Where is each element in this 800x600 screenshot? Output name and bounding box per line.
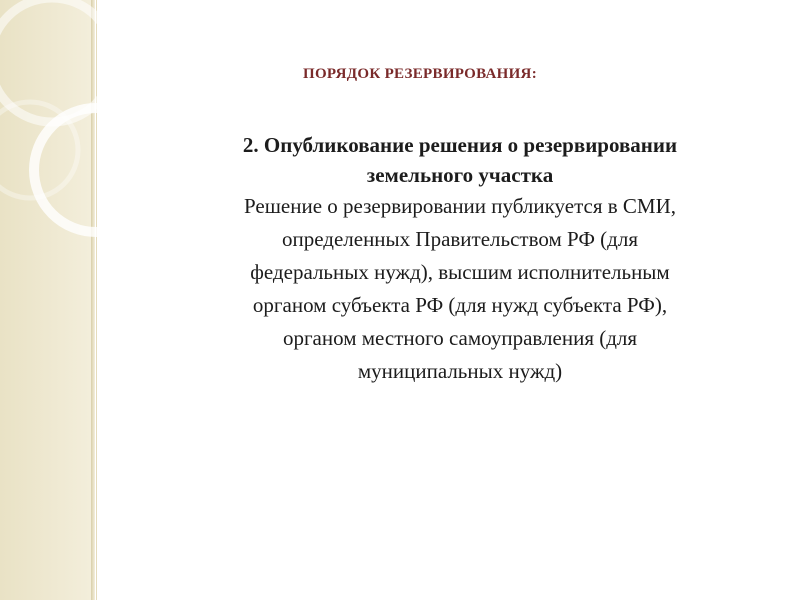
decorative-ring-bright — [34, 108, 140, 232]
body-line: органом субъекта РФ (для нужд субъекта РФ), — [252, 293, 668, 317]
section-heading-line-2: земельного участка — [366, 163, 554, 187]
slide-content — [150, 130, 770, 388]
body-line: определенных Правительством РФ (для — [281, 227, 638, 251]
section-heading-line-1: 2. Опубликование решения о резервировании — [242, 133, 678, 157]
decorative-rings — [0, 0, 140, 260]
body-line: муниципальных нужд) — [357, 359, 563, 383]
slide-title: ПОРЯДОК РЕЗЕРВИРОВАНИЯ: — [302, 66, 537, 82]
body-line: органом местного самоуправления (для — [282, 326, 638, 350]
body-paragraph — [150, 190, 770, 388]
section-heading — [150, 130, 770, 190]
body-line: Решение о резервировании публикуется в СМИ, — [244, 194, 676, 218]
body-line: федеральных нужд), высшим исполнительным — [250, 260, 670, 284]
